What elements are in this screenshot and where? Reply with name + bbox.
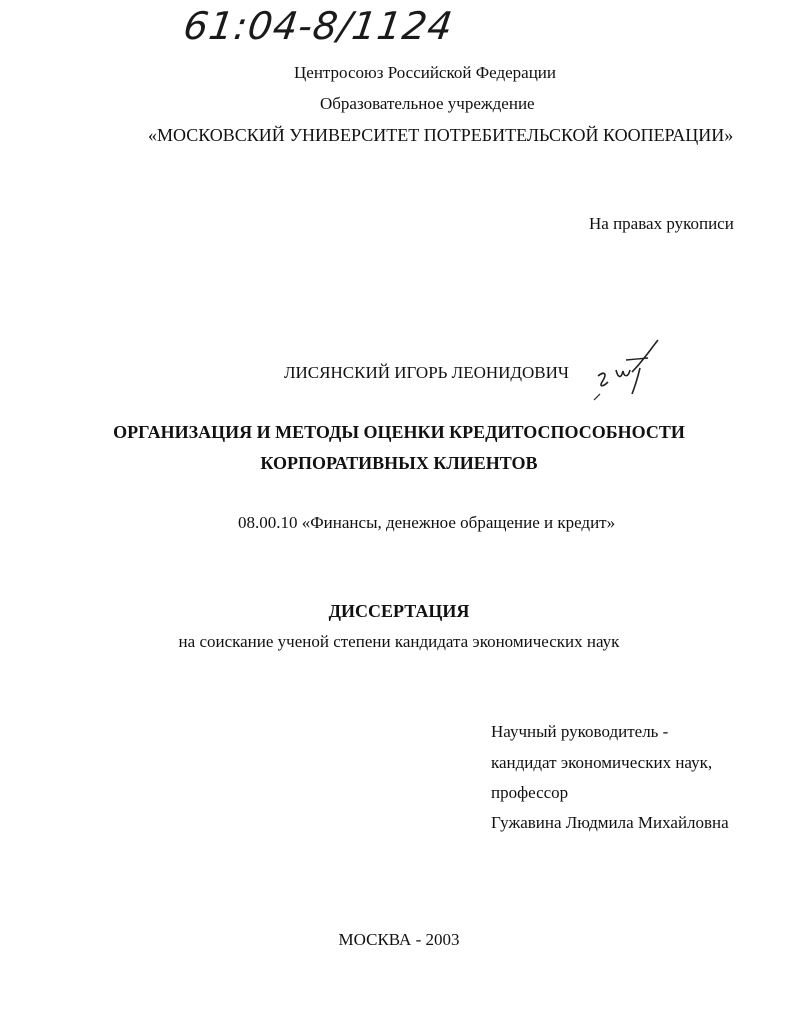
degree-description: на соискание ученой степени кандидата экономических наук — [178, 632, 620, 651]
work-type-heading: ДИССЕРТАЦИЯ — [328, 601, 470, 621]
organization-line-2: Образовательное учреждение — [320, 94, 535, 113]
supervisor-label: Научный руководитель - — [491, 722, 669, 741]
supervisor-rank: профессор — [491, 783, 569, 802]
archive-code-handwritten: 61:04-8/1124 — [180, 4, 457, 48]
supervisor-degree: кандидат экономических наук, — [491, 753, 713, 772]
university-name: «МОСКОВСКИЙ УНИВЕРСИТЕТ ПОТРЕБИТЕЛЬСКОЙ КООПЕРАЦИИ» — [148, 125, 734, 145]
organization-line-1: Центросоюз Российской Федерации — [294, 63, 557, 82]
city-and-year: МОСКВА - 2003 — [338, 930, 460, 949]
dissertation-title-line-2: КОРПОРАТИВНЫХ КЛИЕНТОВ — [260, 453, 538, 473]
manuscript-rights-note: На правах рукописи — [589, 214, 734, 233]
dissertation-title-line-1: ОРГАНИЗАЦИЯ И МЕТОДЫ ОЦЕНКИ КРЕДИТОСПОСОБНОСТИ — [113, 422, 685, 442]
supervisor-name: Гужавина Людмила Михайловна — [491, 813, 729, 832]
author-signature — [588, 338, 668, 408]
specialty-code: 08.00.10 «Финансы, денежное обращение и кредит» — [238, 513, 616, 532]
author-name: ЛИСЯНСКИЙ ИГОРЬ ЛЕОНИДОВИЧ — [284, 363, 569, 382]
